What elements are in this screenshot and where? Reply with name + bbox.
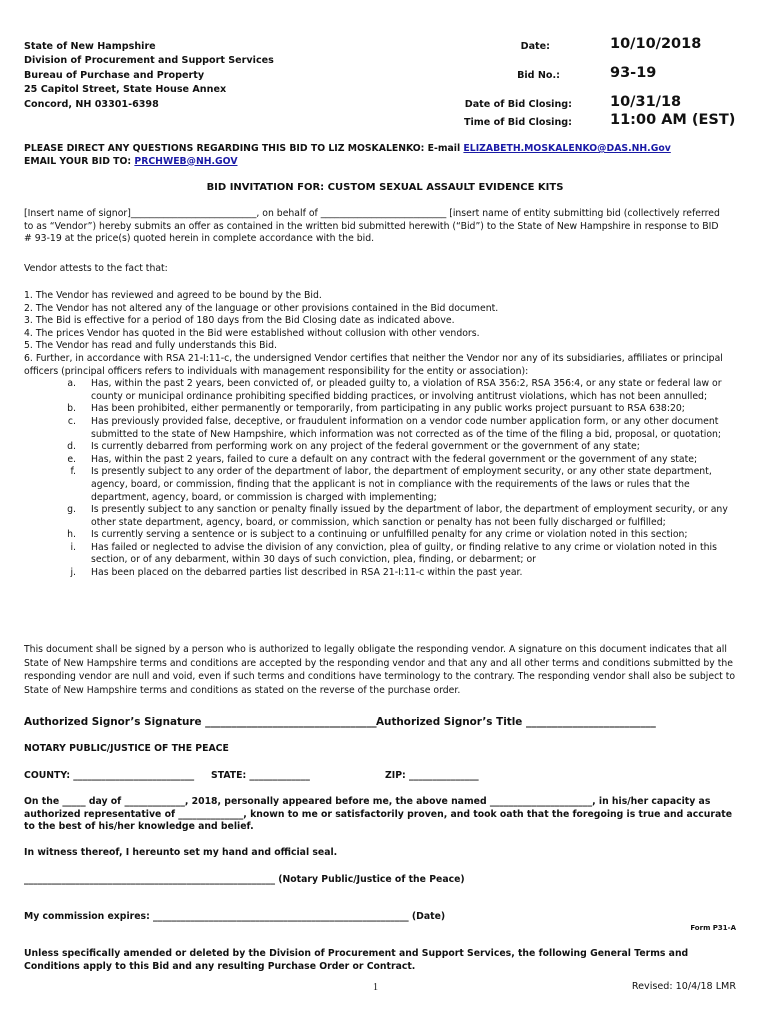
sub-item	[24, 454, 732, 467]
sub-item-letter: j.	[70, 567, 76, 579]
date-value: 10/10/2018	[610, 36, 702, 52]
sub-item-letter: e.	[67, 453, 76, 465]
bid-no-value: 93-19	[610, 65, 657, 81]
zip-field[interactable]: ZIP: _______________	[385, 770, 479, 781]
org-line: Concord, NH 03301-6398	[24, 98, 159, 110]
sub-item	[24, 441, 732, 454]
terms-note: Unless specifically amended or deleted by the Division of Procurement and Support Services, the following General Terms and Conditions apply to this Bid and any resulting Purchase Order or Contract.	[24, 948, 689, 972]
sub-item	[24, 529, 732, 542]
org-line: Bureau of Purchase and Property	[24, 69, 205, 81]
closing-date-value: 10/31/18	[610, 94, 682, 110]
sub-item-text: Has previously provided false, deceptive, or fraudulent information on a vendor code number application form, or any other document submitted to the state of New Hampshire, which information was not corrected as of the time of the filing a bid, proposal, or quotation;	[91, 415, 722, 440]
sub-item	[24, 504, 732, 529]
county-field[interactable]: COUNTY: __________________________	[24, 770, 195, 781]
list-item: 2. The Vendor has not altered any of the language or other provisions contained in the Bid document.	[24, 302, 499, 314]
org-line: Division of Procurement and Support Services	[24, 55, 274, 67]
notary-heading: NOTARY PUBLIC/JUSTICE OF THE PEACE	[24, 743, 229, 754]
sub-item	[24, 416, 732, 441]
signature-field[interactable]: Authorized Signor’s Signature _________________________________	[24, 716, 377, 728]
sub-item	[24, 403, 732, 416]
questions-email-link[interactable]: ELIZABETH.MOSKALENKO@DAS.NH.Gov	[463, 143, 671, 154]
sub-item-text: Has, within the past 2 years, been convicted of, or pleaded guilty to, a violation of RSA 356:2, RSA 356:4, or any state or federal law or county or municipal ordinance prohibiting specified bidding practices, or involving antitrust violations, which has not been annulled;	[91, 378, 722, 402]
sub-item	[24, 378, 732, 403]
list-item: 6. Further, in accordance with RSA 21-I:11-c, the undersigned Vendor certifies that neither the Vendor nor any of its subsidiaries, affiliates or principal officers (principal officers refers to individuals with management responsibility for the entity or association):	[24, 352, 723, 377]
date-label: Date:	[520, 41, 550, 52]
bid-no-label: Bid No.:	[517, 70, 560, 81]
questions-line	[24, 143, 754, 156]
agency-address-block	[24, 40, 274, 112]
sub-item-letter: b.	[67, 403, 76, 415]
closing-time-value: 11:00 AM (EST)	[610, 112, 736, 128]
list-item: 4. The prices Vendor has quoted in the Bid were established without collusion with other vendors.	[24, 327, 480, 339]
sub-item-text: Is currently serving a sentence or is subject to a continuing or unfulfilled penalty for any crime or violation noted in this section;	[91, 529, 688, 541]
sub-item-letter: c.	[67, 415, 76, 427]
notary-signature-field[interactable]: ______________________________________________________ (Notary Public/Justice of the Peace)	[24, 874, 465, 885]
sub-item	[24, 542, 732, 567]
intro-paragraph: [Insert name of signor]___________________________, on behalf of ___________________________ [insert name of entity submitting bid (collectively referred to as “Vendor”) hereby submits an offer as contained in the written bid submitted herewith (“Bid”) to the State of New Hampshire in response to BID # 93-19 at the price(s) quoted herein in complete accordance with the bid.	[24, 208, 720, 245]
closing-date-label: Date of Bid Closing:	[464, 99, 572, 110]
sub-item-text: Has been prohibited, either permanently or temporarily, from participating in any public works project pursuant to RSA 638:20;	[91, 403, 685, 415]
sub-item-text: Is presently subject to any sanction or penalty finally issued by the department of labor, the department of employment security, or any other state department, agency, board, or commission, which sanction or penalty has not been fully discharged or fulfilled;	[91, 504, 728, 528]
sub-item-letter: d.	[67, 441, 76, 453]
email-bid-link[interactable]: PRCHWEB@NH.GOV	[134, 155, 238, 167]
witness-line: In witness thereof, I hereunto set my hand and official seal.	[24, 847, 338, 858]
commission-expires-field[interactable]: My commission expires: _______________________________________________________ (Date)	[24, 911, 446, 922]
list-item: 1. The Vendor has reviewed and agreed to be bound by the Bid.	[24, 290, 322, 301]
page-number: 1	[373, 982, 378, 993]
email-bid-text: EMAIL YOUR BID TO:	[24, 155, 135, 167]
org-line: 25 Capitol Street, State House Annex	[24, 84, 227, 96]
sub-item	[24, 466, 732, 504]
sub-item-letter: h.	[67, 529, 76, 541]
email-bid-line	[24, 156, 754, 169]
attests-line: Vendor attests to the fact that:	[24, 263, 168, 274]
list-item: 5. The Vendor has read and fully understands this Bid.	[24, 340, 277, 352]
attestation-list	[24, 290, 732, 580]
sub-item-letter: i.	[70, 541, 76, 553]
sub-item-letter: f.	[70, 466, 76, 478]
sub-item-text: Has been placed on the debarred parties list described in RSA 21-I:11-c within the past year.	[91, 567, 523, 579]
sub-item	[24, 567, 732, 580]
oath-paragraph: On the _____ day of _____________, 2018, personally appeared before me, the above named ______________________, in his/her capacity as authorized representative of ______________, known to me or satisfactorily proven, and took oath that the foregoing is true and accurate to the best of his/her knowledge and belief.	[24, 796, 733, 833]
sub-item-letter: g.	[67, 504, 76, 516]
form-number: Form P31-A	[690, 924, 736, 932]
sub-item-text: Has failed or neglected to advise the division of any conviction, plea of guilty, or finding relative to any crime or violation noted in this section, or of any debarment, within 30 days of such conviction, plea, finding, or debarment; or	[91, 541, 717, 566]
closing-time-label: Time of Bid Closing:	[463, 117, 572, 128]
sub-item-text: Has, within the past 2 years, failed to cure a default on any contract with the federal government or the government of any state;	[91, 453, 698, 465]
revised-date: Revised: 10/4/18 LMR	[631, 981, 736, 992]
list-item: 3. The Bid is effective for a period of 180 days from the Bid Closing date as indicated above.	[24, 315, 455, 327]
title-field[interactable]: Authorized Signor’s Title _________________________	[376, 716, 656, 728]
questions-text: PLEASE DIRECT ANY QUESTIONS REGARDING THIS BID TO LIZ MOSKALENKO: E-mail	[24, 143, 464, 154]
sub-item-text: Is presently subject to any order of the department of labor, the department of employment security, or any other state department, agency, board, or commission, finding that the applicant is not in compliance with the requirements of the laws or rules that the department, agency, board, or commission is charged with implementing;	[91, 466, 712, 503]
contact-block	[24, 143, 754, 168]
state-field[interactable]: STATE: _____________	[211, 770, 310, 781]
sub-item-letter: a.	[67, 378, 76, 390]
bid-title: BID INVITATION FOR: CUSTOM SEXUAL ASSAULT EVIDENCE KITS	[206, 182, 564, 193]
sub-item-text: Is currently debarred from performing work on any project of the federal government or the government of any state;	[91, 441, 640, 453]
org-line: State of New Hampshire	[24, 41, 156, 52]
signing-paragraph: This document shall be signed by a person who is authorized to legally obligate the responding vendor. A signature on this document indicates that all State of New Hampshire terms and conditions are accepted by the responding vendor and that any and all other terms and conditions submitted by the responding vendor are null and void, even if such terms and conditions have terminology to the contrary. The responding vendor shall also be subject to State of New Hampshire terms and conditions as stated on the reverse of the purchase order.	[24, 644, 736, 696]
